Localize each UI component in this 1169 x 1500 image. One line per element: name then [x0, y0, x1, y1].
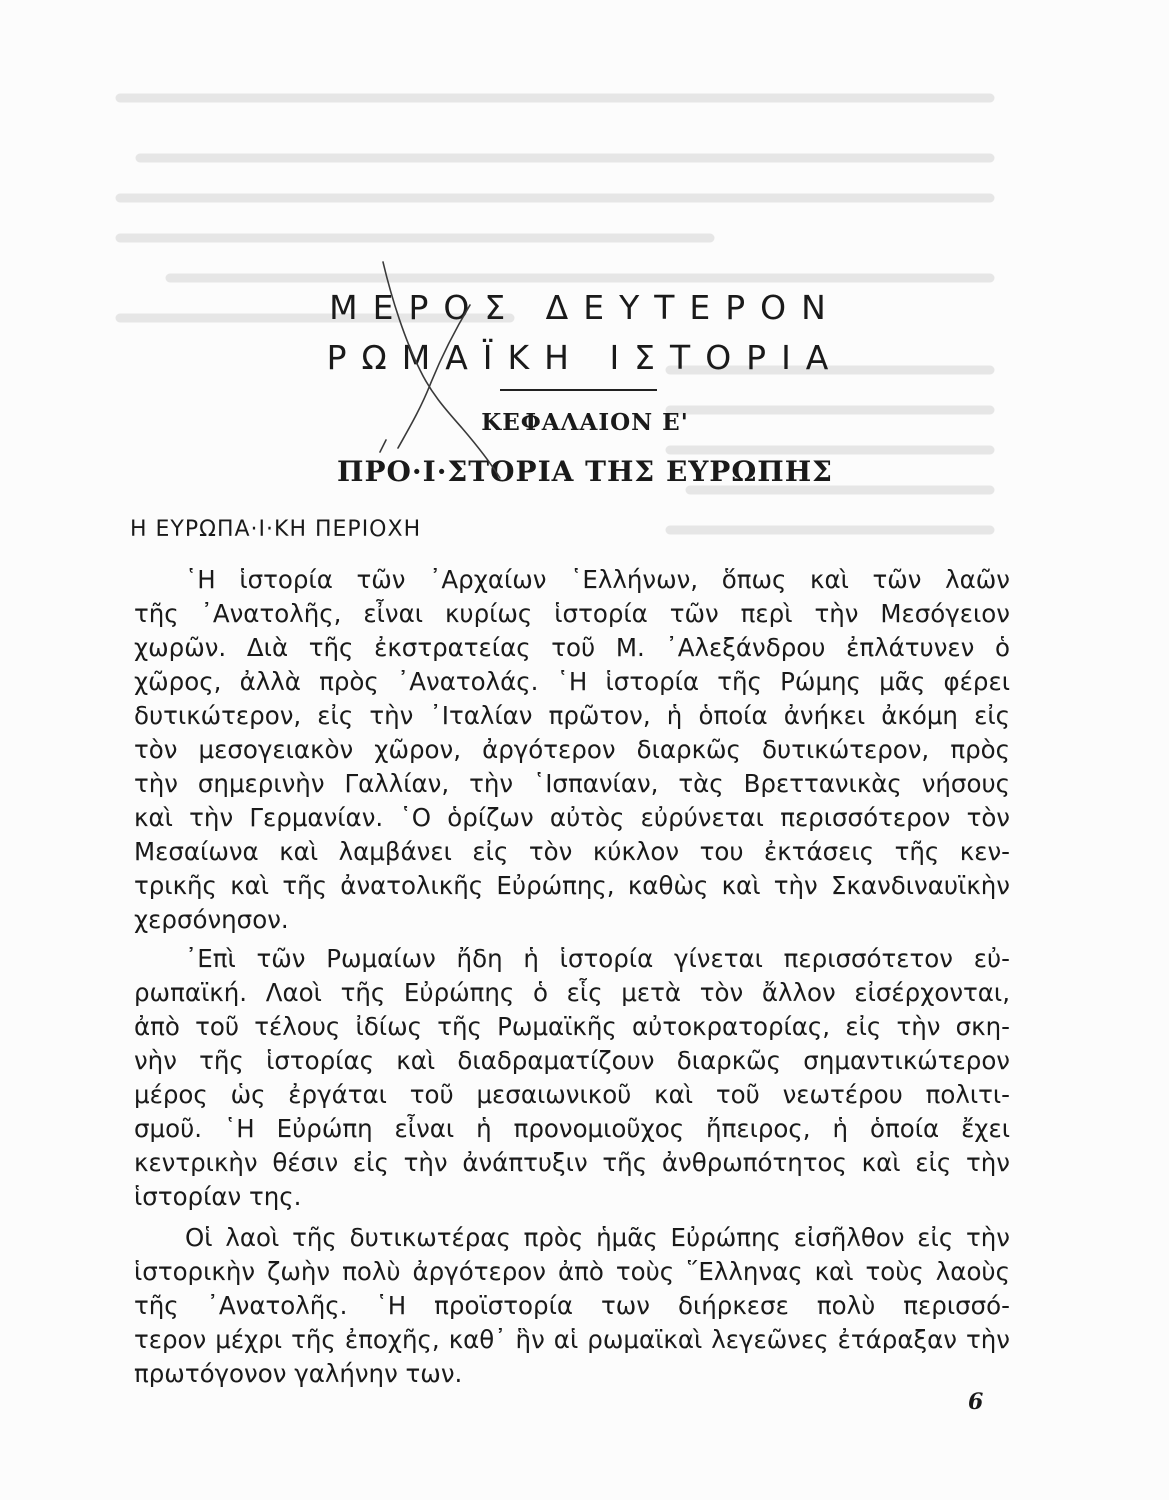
text-line: τρικῆς καὶ τῆς ἀνατολικῆς Εὐρώπης, καθὼς καὶ τὴν Σκανδιναυϊκὴν	[134, 871, 1010, 900]
text-line: τὴν σημερινὴν Γαλλίαν, τὴν ῾Ισπανίαν, τὰς Βρεττανικὰς νήσους	[134, 769, 1010, 798]
text-line: χωρῶν. Διὰ τῆς ἐκστρατείας τοῦ Μ. ᾽Αλεξάνδρου ἐπλάτυνεν ὁ	[134, 633, 1010, 662]
section-title: ΡΩΜΑΪΚΗ ΙΣΤΟΡΙΑ	[326, 338, 844, 377]
text-line: Οἱ λαοὶ τῆς δυτικωτέρας πρὸς ἡμᾶς Εὐρώπης εἰσῆλθον εἰς τὴν	[185, 1223, 1010, 1252]
chapter-title: ΠΡΟ·Ι·ΣΤΟΡΙΑ ΤΗΣ ΕΥΡΩΠΗΣ	[337, 455, 833, 488]
text-line: ῾Η ἱστορία τῶν ᾽Αρχαίων ῾Ελλήνων, ὅπως καὶ τῶν λαῶν	[185, 565, 1010, 594]
text-line: χῶρος, ἀλλὰ πρὸς ᾽Ανατολάς. ῾Η ἱστορία τῆς Ρώμης μᾶς φέρει	[134, 667, 1010, 696]
text-line: τὸν μεσογειακὸν χῶρον, ἀργότερον διαρκῶς δυτικώτερον, πρὸς	[134, 735, 1010, 764]
text-line: χερσόνησον.	[134, 905, 289, 934]
text-line: νὴν τῆς ἱστορίας καὶ διαδραματίζουν διαρκῶς σημαντικώτερον	[134, 1046, 1010, 1075]
text-line: πρωτόγονον γαλήνην των.	[134, 1359, 463, 1388]
text-line: ρωπαϊκή. Λαοὶ τῆς Εὐρώπης ὁ εἷς μετὰ τὸν ἄλλον εἰσέρχονται,	[134, 978, 1010, 1007]
section-subheading: Η ΕΥΡΩΠΑ·Ι·ΚΗ ΠΕΡΙΟΧΗ	[130, 517, 422, 542]
text-line: ἀπὸ τοῦ τέλους ἰδίως τῆς Ρωμαϊκῆς αὐτοκρατορίας, εἰς τὴν σκη-	[134, 1012, 1010, 1041]
text-line: Μεσαίωνα καὶ λαμβάνει εἰς τὸν κύκλον του ἐκτάσεις τῆς κεν-	[134, 837, 1010, 866]
text-line: τῆς ᾽Ανατολῆς. ῾Η προϊστορία των διήρκεσε πολὺ περισσό-	[134, 1291, 1010, 1320]
chapter-label: ΚΕΦΑΛΑΙΟΝ Ε'	[481, 409, 689, 436]
page-number: 6	[968, 1389, 984, 1415]
text-line: ἱστορικὴν ζωὴν πολὺ ἀργότερον ἀπὸ τοὺς ῞Ελληνας καὶ τοὺς λαοὺς	[134, 1257, 1010, 1286]
part-title: ΜΕΡΟΣ ΔΕΥΤΕΡΟΝ	[329, 288, 841, 327]
text-line: σμοῦ. ῾Η Εὐρώπη εἶναι ἡ προνομιοῦχος ἤπειρος, ἡ ὁποία ἔχει	[134, 1114, 1010, 1143]
text-line: κεντρικὴν θέσιν εἰς τὴν ἀνάπτυξιν τῆς ἀνθρωπότητος καὶ εἰς τὴν	[134, 1148, 1010, 1177]
text-line: τερον μέχρι τῆς ἐποχῆς, καθ᾽ ἣν αἱ ρωμαϊκαὶ λεγεῶνες ἐτάραξαν τὴν	[134, 1325, 1010, 1354]
text-line: δυτικώτερον, εἰς τὴν ᾽Ιταλίαν πρῶτον, ἡ ὁποία ἀνήκει ἀκόμη εἰς	[134, 701, 1010, 730]
text-line: καὶ τὴν Γερμανίαν. ῾Ο ὁρίζων αὐτὸς εὐρύνεται περισσότερον τὸν	[134, 803, 1010, 832]
text-line: τῆς ᾽Ανατολῆς, εἶναι κυρίως ἱστορία τῶν περὶ τὴν Μεσόγειον	[134, 599, 1010, 628]
text-line: ᾽Επὶ τῶν Ρωμαίων ἤδη ἡ ἱστορία γίνεται περισσότετον εὐ-	[185, 944, 1010, 973]
text-line: μέρος ὡς ἐργάται τοῦ μεσαιωνικοῦ καὶ τοῦ νεωτέρου πολιτι-	[134, 1080, 1010, 1109]
text-line: ἱστορίαν της.	[134, 1182, 302, 1211]
title-divider	[500, 389, 657, 391]
